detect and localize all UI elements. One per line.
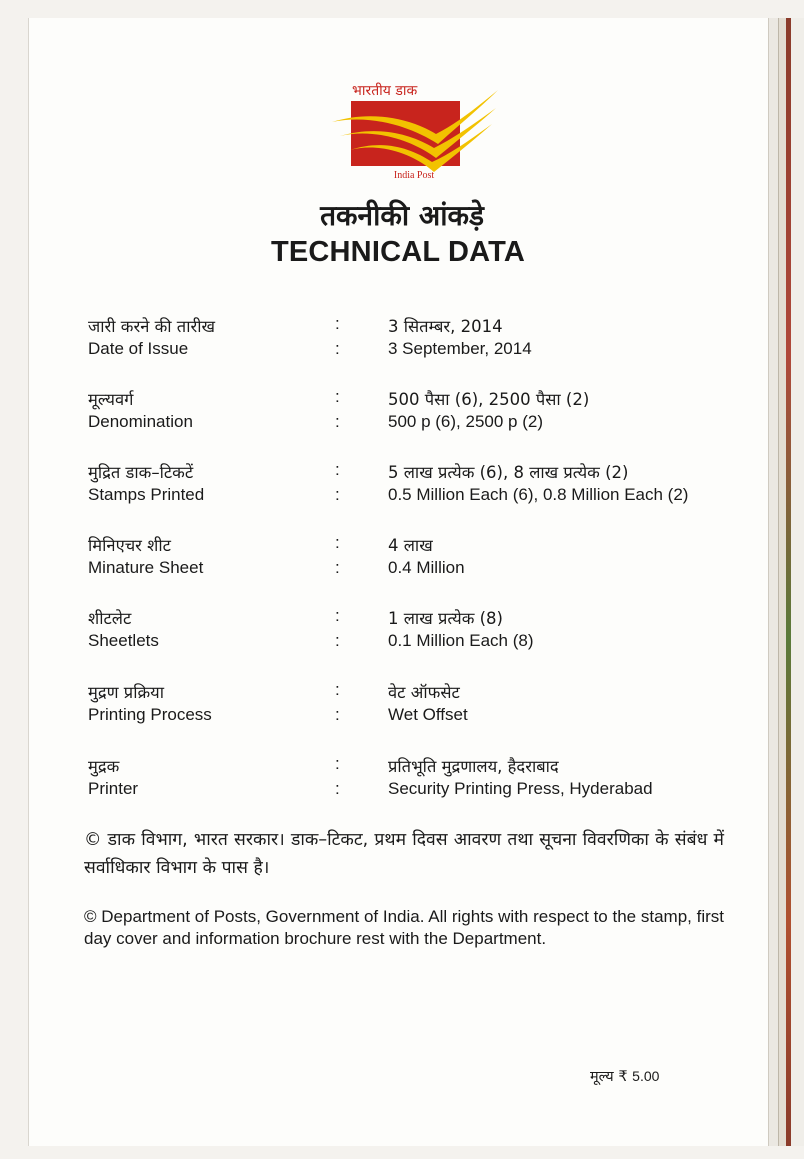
data-row — [0, 387, 804, 411]
logo-caption: India Post — [393, 170, 435, 181]
price-label: मूल्य — [590, 1069, 614, 1085]
brochure-page — [28, 18, 768, 1146]
row-label: Sheetlets — [88, 631, 159, 650]
row-colon: : — [335, 485, 340, 504]
row-label: मुद्रक — [88, 757, 120, 776]
row-colon: : — [335, 631, 340, 650]
row-colon: : — [335, 460, 340, 479]
row-value: 0.1 Million Each (8) — [388, 631, 534, 650]
data-row — [0, 558, 804, 582]
row-colon: : — [335, 387, 340, 406]
data-row — [0, 779, 804, 803]
row-label: मूल्यवर्ग — [88, 390, 134, 409]
data-row — [0, 631, 804, 655]
row-colon: : — [335, 558, 340, 577]
row-value: 500 p (6), 2500 p (2) — [388, 412, 543, 431]
row-label: जारी करने की तारीख — [88, 317, 215, 336]
row-value: 1 लाख प्रत्येक (8) — [388, 609, 503, 628]
row-value: Wet Offset — [388, 705, 468, 724]
row-value: 0.4 Million — [388, 558, 465, 577]
row-colon: : — [335, 339, 340, 358]
price-amount: 5.00 — [632, 1068, 660, 1084]
row-label: मुद्रित डाक–टिकटें — [88, 463, 194, 482]
row-label: मुद्रण प्रक्रिया — [88, 683, 164, 702]
data-row — [0, 705, 804, 729]
row-colon: : — [335, 606, 340, 625]
logo-hindi-text: भारतीय डाक — [352, 83, 418, 99]
row-value: 3 September, 2014 — [388, 339, 532, 358]
price — [590, 1066, 659, 1086]
page-stack-edge — [768, 18, 778, 1146]
row-label: Minature Sheet — [88, 558, 204, 577]
background-margin — [791, 18, 804, 1146]
row-label: मिनिएचर शीट — [88, 536, 171, 555]
row-colon: : — [335, 779, 340, 798]
row-colon: : — [335, 754, 340, 773]
row-label: Printer — [88, 779, 139, 798]
page-stack-edge — [778, 18, 786, 1146]
row-label: Date of Issue — [88, 339, 189, 358]
data-row — [0, 533, 804, 557]
data-row — [0, 339, 804, 363]
data-row — [0, 412, 804, 436]
title-english: TECHNICAL DATA — [270, 236, 526, 268]
row-colon: : — [335, 412, 340, 431]
data-row — [0, 680, 804, 704]
row-value: 0.5 Million Each (6), 0.8 Million Each (2) — [388, 485, 689, 504]
row-label: शीटलेट — [88, 609, 132, 628]
row-value: 5 लाख प्रत्येक (6), 8 लाख प्रत्येक (2) — [388, 463, 629, 482]
data-row — [0, 460, 804, 484]
row-colon: : — [335, 533, 340, 552]
data-row — [0, 606, 804, 630]
row-label: Denomination — [88, 412, 193, 431]
row-value: Security Printing Press, Hyderabad — [388, 779, 653, 798]
row-value: 3 सितम्बर, 2014 — [388, 317, 503, 336]
row-label: Stamps Printed — [88, 485, 205, 504]
row-value: 500 पैसा (6), 2500 पैसा (2) — [388, 390, 590, 409]
copyright-english: © Department of Posts, Government of India. All rights with respect to the stamp, first day cover and information brochure rest with the Department. — [84, 907, 724, 948]
row-colon: : — [335, 705, 340, 724]
data-row — [0, 485, 804, 509]
data-row — [0, 314, 804, 338]
row-label: Printing Process — [88, 705, 212, 724]
row-colon: : — [335, 680, 340, 699]
data-row — [0, 754, 804, 778]
row-value: प्रतिभूति मुद्रणालय, हैदराबाद — [388, 757, 559, 776]
row-value: 4 लाख — [388, 536, 433, 555]
title-hindi: तकनीकी आंकड़े — [320, 199, 484, 232]
row-value: वेट ऑफसेट — [388, 683, 460, 702]
copyright-hindi: © डाक विभाग, भारत सरकार। डाक–टिकट, प्रथम दिवस आवरण तथा सूचना विवरणिका के संबंध में सर्वाधिकार विभाग के पास है। — [84, 830, 724, 878]
rupee-icon: ₹ — [618, 1069, 628, 1085]
row-colon: : — [335, 314, 340, 333]
